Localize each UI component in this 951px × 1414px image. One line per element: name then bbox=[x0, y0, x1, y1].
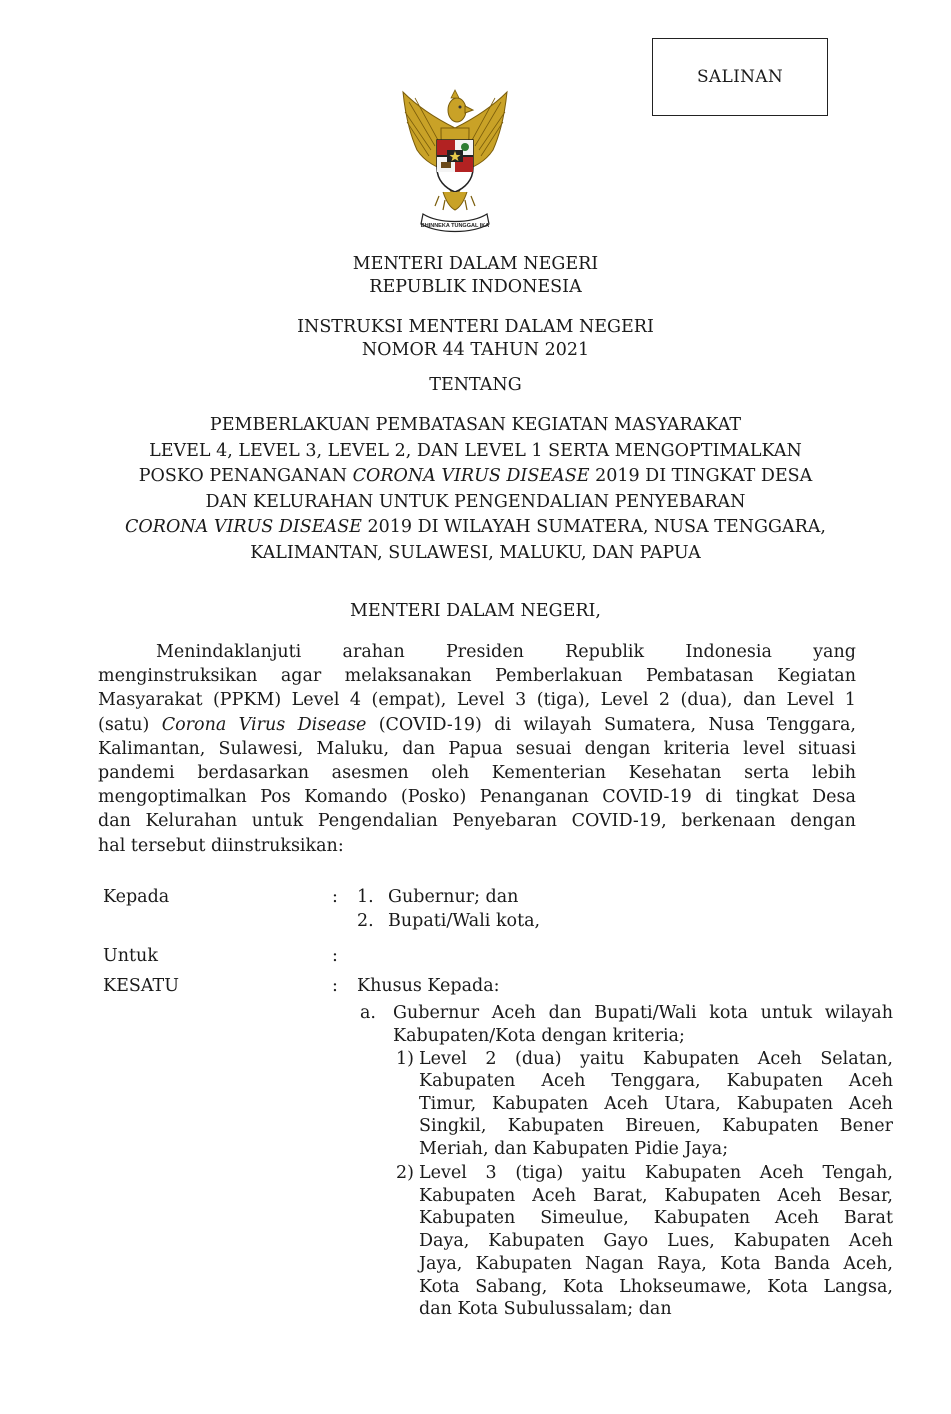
document-number: NOMOR 44 TAHUN 2021 bbox=[361, 340, 590, 360]
intro-word: Desa bbox=[812, 787, 856, 808]
subject-text: LEVEL 4, LEVEL 3, LEVEL 2, DAN LEVEL 1 SERTA MENGOPTIMALKAN bbox=[149, 440, 802, 461]
text-line: Daya, Kabupaten Gayo Lues, Kabupaten Aceh bbox=[419, 1231, 893, 1252]
intro-word: Kelurahan bbox=[145, 811, 238, 832]
subject-text: PEMBERLAKUAN PEMBATASAN KEGIATAN MASYARAKAT bbox=[209, 415, 742, 435]
intro-word: dan bbox=[743, 690, 776, 711]
intro-word: pandemi bbox=[98, 763, 175, 784]
intro-word: kriteria bbox=[663, 738, 730, 759]
intro-word: Disease bbox=[297, 714, 367, 735]
untuk-label: Untuk bbox=[103, 946, 158, 966]
intro-word: 1 bbox=[844, 690, 856, 711]
subject-line bbox=[0, 439, 951, 465]
intro-word: mengoptimalkan bbox=[98, 787, 247, 808]
intro-word: COVID-19 bbox=[602, 787, 692, 808]
intro-word: Kesehatan bbox=[628, 763, 722, 784]
intro-line bbox=[98, 664, 856, 688]
text-line: Singkil, Kabupaten Bireuen, Kabupaten Bener bbox=[419, 1116, 893, 1137]
untuk-colon: : bbox=[332, 946, 338, 966]
text-line: Gubernur Aceh dan Bupati/Wali kota untuk wilayah bbox=[393, 1003, 893, 1023]
intro-word: dan bbox=[402, 738, 436, 759]
intro-word: (tiga), bbox=[536, 690, 591, 711]
intro-word: oleh bbox=[431, 763, 470, 784]
subject-line bbox=[0, 515, 951, 541]
intro-word: untuk bbox=[251, 811, 304, 832]
intro-word: level bbox=[743, 738, 785, 759]
intro-word: Tenggara, bbox=[766, 714, 856, 735]
intro-word: (dua), bbox=[680, 690, 733, 711]
text-line: Timur, Kabupaten Aceh Utara, Kabupaten Aceh bbox=[419, 1093, 893, 1114]
intro-word: Nusa bbox=[708, 714, 755, 735]
intro-word: Penyebaran bbox=[452, 811, 557, 832]
intro-word: asesmen bbox=[331, 763, 409, 784]
document-title bbox=[0, 316, 951, 362]
intro-word: yang bbox=[813, 642, 856, 662]
intro-word: Masyarakat bbox=[98, 690, 203, 711]
text-line: dan Kota Subulussalam; dan bbox=[419, 1299, 672, 1320]
intro-word: melaksanakan bbox=[344, 666, 472, 687]
kepada-colon: : bbox=[332, 887, 338, 907]
recipient-number: 1. bbox=[357, 887, 374, 907]
subject-line bbox=[0, 490, 951, 516]
intro-line bbox=[98, 688, 856, 712]
intro-word: Republik bbox=[565, 642, 645, 662]
recipient-text: Bupati/Wali kota, bbox=[388, 911, 541, 931]
intro-word: Pos bbox=[260, 787, 291, 808]
intro-line bbox=[98, 640, 856, 664]
intro-word: Level bbox=[600, 690, 649, 711]
issuer-country-line: REPUBLIK INDONESIA bbox=[369, 277, 582, 297]
intro-word: Kalimantan, bbox=[98, 738, 206, 759]
intro-word: dengan bbox=[584, 738, 651, 759]
intro-word: Level bbox=[456, 690, 505, 711]
intro-line bbox=[98, 713, 856, 737]
text-line: Level 2 (dua) yaitu Kabupaten Aceh Selatan, bbox=[419, 1049, 893, 1069]
intro-word: 2 bbox=[658, 690, 671, 711]
intro-word: Virus bbox=[238, 714, 286, 735]
issuer-line: MENTERI DALAM NEGERI bbox=[352, 254, 599, 274]
intro-word: Level bbox=[786, 690, 835, 711]
about-label: TENTANG bbox=[429, 375, 522, 395]
text-line: Kabupaten Aceh Tenggara, Kabupaten Aceh bbox=[419, 1071, 893, 1092]
kesatu-text: Khusus Kepada: bbox=[357, 976, 500, 996]
recipient-text: Gubernur; dan bbox=[388, 887, 519, 907]
intro-word: berkenaan bbox=[681, 811, 776, 832]
intro-word: serta bbox=[744, 763, 790, 784]
kepada-label: Kepada bbox=[103, 887, 170, 907]
intro-word: Komando bbox=[304, 787, 388, 808]
intro-word: hal tersebut diinstruksikan: bbox=[98, 835, 344, 856]
intro-word: 4 bbox=[349, 690, 362, 711]
intro-word: wilayah bbox=[523, 714, 592, 735]
intro-word: Corona bbox=[161, 714, 227, 735]
intro-word: Pengendalian bbox=[317, 811, 438, 832]
intro-word: Level bbox=[291, 690, 340, 711]
intro-word: (Posko) bbox=[400, 787, 467, 808]
intro-word: (empat), bbox=[371, 690, 447, 711]
document-subject bbox=[0, 413, 951, 566]
intro-word: tingkat bbox=[735, 787, 799, 808]
text-line: Jaya, Kabupaten Nagan Raya, Kota Banda Aceh, bbox=[419, 1253, 893, 1274]
intro-word: sesuai bbox=[515, 738, 572, 759]
intro-word: Indonesia bbox=[685, 642, 772, 662]
subject-text: DAN KELURAHAN UNTUK PENGENDALIAN PENYEBARAN bbox=[205, 491, 746, 512]
intro-word: Penanganan bbox=[479, 787, 589, 808]
text-line: Meriah, dan Kabupaten Pidie Jaya; bbox=[419, 1138, 729, 1159]
subject-text: POSKO PENANGANAN bbox=[138, 466, 353, 486]
intro-word: Kementerian bbox=[491, 763, 607, 784]
text-line: Kabupaten Simeulue, Kabupaten Aceh Barat bbox=[419, 1208, 893, 1229]
subject-text: KALIMANTAN, SULAWESI, MALUKU, DAN PAPUA bbox=[250, 542, 701, 563]
garuda-pancasila-emblem-icon bbox=[395, 88, 515, 238]
intro-word: (PPKM) bbox=[212, 690, 282, 711]
intro-word: (COVID-19) bbox=[378, 714, 482, 735]
intro-word: Kegiatan bbox=[777, 666, 856, 687]
document-type: INSTRUKSI MENTERI DALAM NEGERI bbox=[297, 317, 654, 337]
intro-word: Presiden bbox=[445, 642, 524, 662]
subject-line bbox=[0, 541, 951, 567]
list-item-text bbox=[419, 1048, 893, 1160]
subject-text: 2019 DI TINGKAT DESA bbox=[589, 466, 813, 486]
recipient-number: 2. bbox=[357, 911, 374, 931]
intro-word: situasi bbox=[798, 738, 856, 759]
subject-text: CORONA VIRUS DISEASE bbox=[352, 466, 590, 486]
intro-word: Sumatera, bbox=[604, 714, 697, 735]
kesatu-label: KESATU bbox=[103, 976, 179, 996]
sub-item-a-label: a. bbox=[360, 1003, 376, 1023]
intro-word: dan bbox=[98, 811, 131, 832]
intro-line bbox=[98, 809, 856, 833]
intro-word: dengan bbox=[790, 811, 856, 832]
kesatu-colon: : bbox=[332, 976, 338, 996]
intro-word: di bbox=[705, 787, 722, 808]
intro-word: Pembatasan bbox=[645, 666, 754, 687]
intro-word: agar bbox=[280, 666, 322, 687]
intro-line bbox=[98, 737, 856, 761]
sub-item-a-text bbox=[393, 1002, 893, 1048]
intro-word: Sulawesi, bbox=[218, 738, 304, 759]
intro-word: 3 bbox=[515, 690, 527, 711]
subject-text: CORONA VIRUS DISEASE bbox=[125, 517, 362, 537]
intro-word: (satu) bbox=[98, 714, 150, 735]
intro-word: menginstruksikan bbox=[98, 666, 258, 687]
intro-line bbox=[98, 834, 856, 858]
intro-word: COVID-19, bbox=[571, 811, 667, 832]
text-line: Kabupaten/Kota dengan kriteria; bbox=[393, 1026, 685, 1046]
text-line: Kota Sabang, Kota Lhokseumawe, Kota Langsa, bbox=[419, 1276, 893, 1297]
list-item-number: 1) bbox=[396, 1049, 414, 1069]
subject-line bbox=[0, 464, 951, 490]
intro-word: arahan bbox=[342, 642, 405, 662]
intro-word: Maluku, bbox=[316, 738, 390, 759]
intro-word: berdasarkan bbox=[197, 763, 309, 784]
intro-paragraph bbox=[98, 640, 856, 858]
text-line: Level 3 (tiga) yaitu Kabupaten Aceh Tengah, bbox=[419, 1163, 893, 1183]
list-item-text bbox=[419, 1162, 893, 1321]
signatory-heading: MENTERI DALAM NEGERI, bbox=[349, 601, 601, 621]
list-item-number: 2) bbox=[396, 1163, 414, 1183]
intro-word: lebih bbox=[811, 763, 856, 784]
subject-line bbox=[0, 413, 951, 439]
intro-word: di bbox=[494, 714, 512, 735]
issuer-heading bbox=[0, 253, 951, 299]
intro-word: Papua bbox=[448, 738, 503, 759]
text-line: Kabupaten Aceh Barat, Kabupaten Aceh Besar, bbox=[419, 1185, 893, 1206]
salinan-stamp: SALINAN bbox=[652, 38, 828, 116]
intro-line bbox=[98, 785, 856, 809]
subject-text: 2019 DI WILAYAH SUMATERA, NUSA TENGGARA, bbox=[361, 517, 826, 537]
svg-text:BHINNEKA TUNGGAL IKA: BHINNEKA TUNGGAL IKA bbox=[420, 223, 490, 229]
intro-word: Menindaklanjuti bbox=[156, 642, 302, 662]
intro-line bbox=[98, 761, 856, 785]
intro-word: Pemberlakuan bbox=[495, 666, 623, 687]
